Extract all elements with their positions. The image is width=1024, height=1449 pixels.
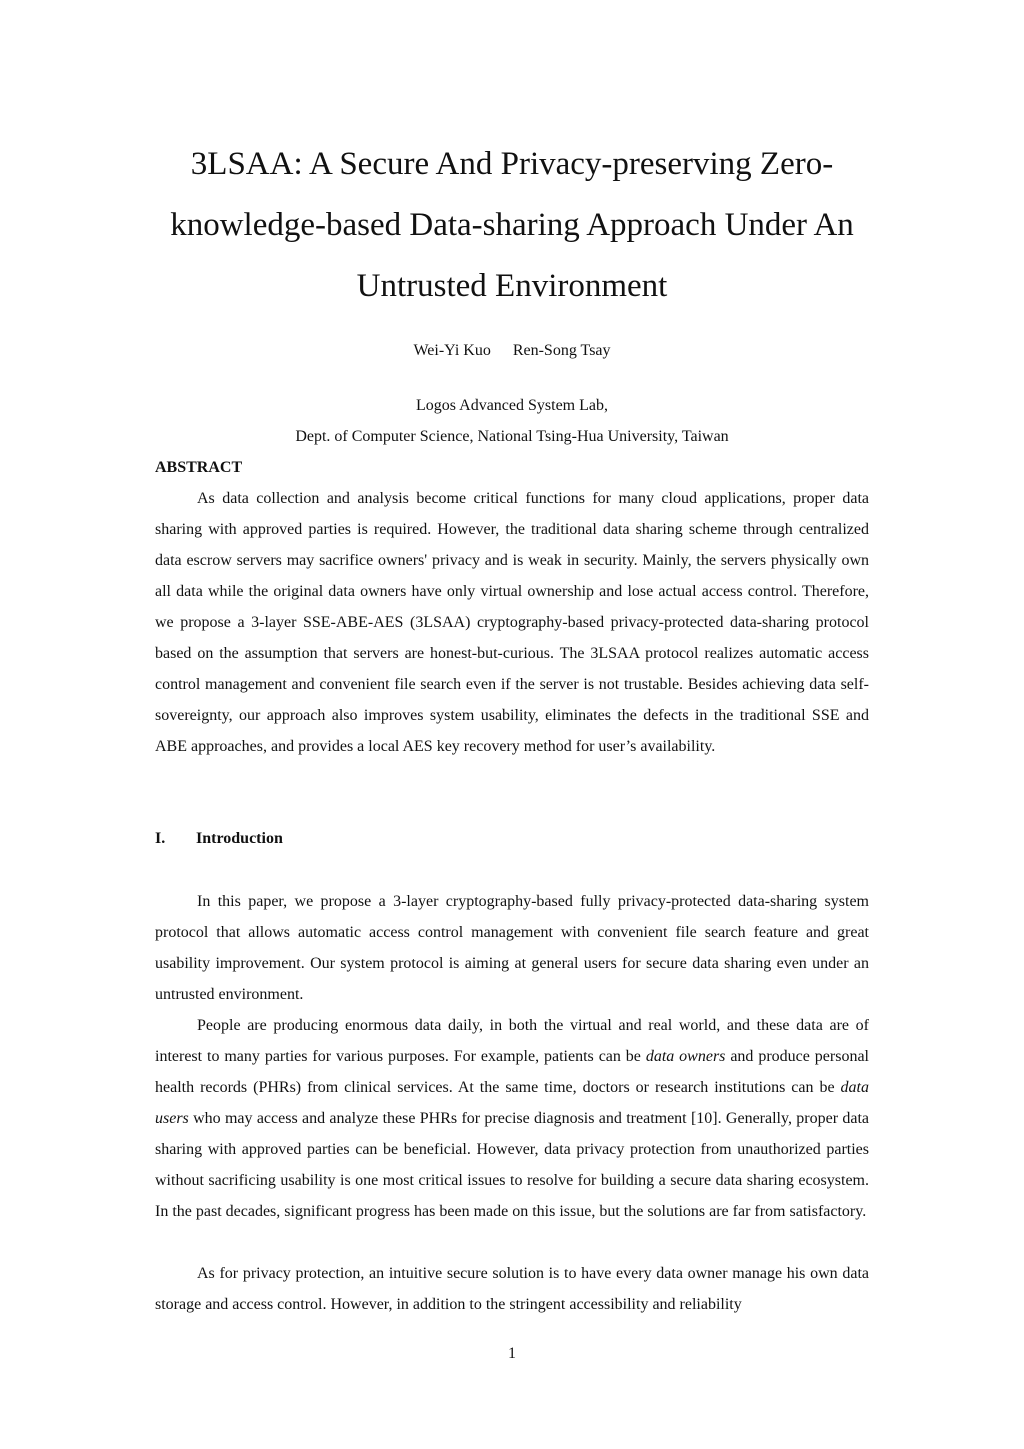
intro-p2-text-b: and produce personal health records (PHRs) from clinical services. At the same time, doctors or research institutions can be <box>155 1048 869 1096</box>
intro-paragraph-1: In this paper, we propose a 3-layer cryptography-based fully privacy-protected data-sharing system protocol that allows automatic access control management with convenient file search feature and great usability improvement. Our system protocol is aiming at general users for secure data sharing even under an untrusted environment. <box>155 893 869 1003</box>
intro-p2-text-a: People are producing enormous data daily, in both the virtual and real world, and these data are of interest to many parties for various purposes. For example, patients can be <box>155 1017 869 1065</box>
intro-p2-text-c: who may access and analyze these PHRs for precise diagnosis and treatment [10]. Generally, proper data sharing with approved parties can be beneficial. However, data privacy protection from unauthorized parties without sacrificing usability is one most critical issues to resolve for building a secure data sharing ecosystem. In the past decades, significant progress has been made on this issue, but the solutions are far from satisfactory. <box>155 1110 869 1220</box>
section-number: I. <box>155 830 166 847</box>
affiliation-department: Dept. of Computer Science, National Tsing-Hua University, Taiwan <box>295 428 729 445</box>
page-number: 1 <box>508 1345 516 1362</box>
paper-title: 3LSAA: A Secure And Privacy-preserving Zero-knowledge-based Data-sharing Approach Under An Untrusted Environment <box>170 146 854 304</box>
affiliation-lab: Logos Advanced System Lab, <box>416 397 608 414</box>
author-name: Ren-Song Tsay <box>512 342 611 359</box>
term-data-users: data users <box>155 1079 869 1127</box>
abstract-heading: ABSTRACT <box>155 459 243 476</box>
term-data-owners: data owners <box>645 1048 726 1065</box>
section-heading-introduction <box>155 828 283 850</box>
abstract-paragraph: As data collection and analysis become critical functions for many cloud applications, proper data sharing with approved parties is required. However, the traditional data sharing scheme through centralized data escrow servers may sacrifice owners' privacy and is weak in security. Mainly, the servers physically own all data while the original data owners have only virtual ownership and lose actual access control. Therefore, we propose a 3-layer SSE-ABE-AES (3LSAA) cryptography-based privacy-protected data-sharing protocol based on the assumption that servers are honest-but-curious. The 3LSAA protocol realizes automatic access control management and convenient file search even if the server is not trustable. Besides achieving data self-sovereignty, our approach also improves system usability, eliminates the defects in the traditional SSE and ABE approaches, and provides a local AES key recovery method for user’s availability. <box>155 490 869 755</box>
author-list <box>0 340 1024 362</box>
intro-paragraph-3: As for privacy protection, an intuitive secure solution is to have every data owner manage his own data storage and access control. However, in addition to the stringent accessibility and reliability <box>155 1265 869 1313</box>
intro-paragraph-2 <box>155 1010 869 1227</box>
author-name: Wei-Yi Kuo <box>413 342 491 359</box>
section-title: Introduction <box>196 830 283 847</box>
